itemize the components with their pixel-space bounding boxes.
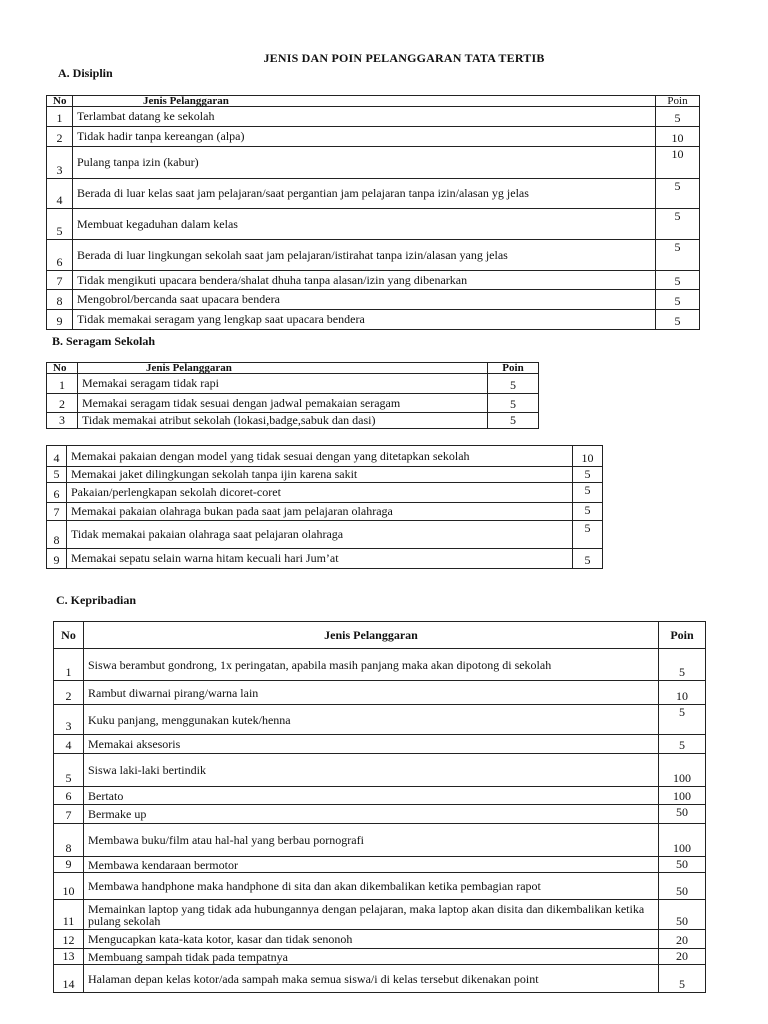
table-seragam-2 [46, 445, 603, 569]
table-disiplin [46, 95, 700, 330]
row-number: 8 [47, 521, 67, 549]
violation-name: Membuang sampah tidak pada tempatnya [84, 949, 659, 965]
violation-points: 5 [573, 483, 603, 503]
table-row [47, 483, 603, 503]
violation-points: 5 [488, 374, 539, 394]
table-row [54, 965, 706, 993]
header-poin: Poin [656, 96, 700, 107]
row-number: 11 [54, 900, 84, 930]
header-no: No [47, 363, 78, 374]
row-number: 1 [47, 374, 78, 394]
violation-points: 5 [659, 735, 706, 754]
violation-name: Membawa buku/film atau hal-hal yang berbau pornografi [84, 824, 659, 857]
violation-name: Pulang tanpa izin (kabur) [73, 147, 656, 179]
table-row [47, 127, 700, 147]
violation-name: Memakai jaket dilingkungan sekolah tanpa ijin karena sakit [67, 467, 573, 483]
violation-name: Halaman depan kelas kotor/ada sampah maka semua siswa/i di kelas tersebut dikenakan point [84, 965, 659, 993]
table-row [54, 681, 706, 705]
violation-points: 5 [656, 271, 700, 290]
row-number: 2 [47, 394, 78, 413]
violation-name: Berada di luar kelas saat jam pelajaran/saat pergantian jam pelajaran tanpa izin/alasan yg jelas [73, 179, 656, 209]
row-number: 7 [47, 503, 67, 521]
row-number: 6 [54, 787, 84, 805]
table-row [47, 209, 700, 240]
table-row [54, 754, 706, 787]
violation-points: 100 [659, 787, 706, 805]
violation-points: 20 [659, 949, 706, 965]
header-poin: Poin [659, 622, 706, 649]
violation-name: Memakai seragam tidak rapi [78, 374, 488, 394]
table-row [47, 394, 539, 413]
violation-points: 50 [659, 805, 706, 824]
section-a-heading: A. Disiplin [58, 66, 113, 80]
violation-name: Membawa kendaraan bermotor [84, 857, 659, 873]
violation-points: 50 [659, 857, 706, 873]
row-number: 13 [54, 949, 84, 965]
row-number: 5 [47, 209, 73, 240]
violation-points: 5 [656, 310, 700, 330]
row-number: 8 [54, 824, 84, 857]
table-row [47, 467, 603, 483]
row-number: 7 [54, 805, 84, 824]
violation-name: Tidak memakai atribut sekolah (lokasi,badge,sabuk dan dasi) [78, 413, 488, 429]
violation-name: Memakai aksesoris [84, 735, 659, 754]
violation-points: 10 [656, 147, 700, 179]
table-row [54, 930, 706, 949]
violation-name: Kuku panjang, menggunakan kutek/henna [84, 705, 659, 735]
violation-points: 5 [656, 179, 700, 209]
table-row [47, 549, 603, 569]
violation-points: 5 [656, 290, 700, 310]
row-number: 9 [54, 857, 84, 873]
violation-name: Tidak memakai seragam yang lengkap saat upacara bendera [73, 310, 656, 330]
violation-points: 5 [573, 503, 603, 521]
violation-name: Bermake up [84, 805, 659, 824]
violation-name: Tidak memakai pakaian olahraga saat pelajaran olahraga [67, 521, 573, 549]
table-row [54, 900, 706, 930]
table-row [47, 147, 700, 179]
row-number: 3 [47, 147, 73, 179]
violation-name: Memakai sepatu selain warna hitam kecuali hari Jum’at [67, 549, 573, 569]
document-title: JENIS DAN POIN PELANGGARAN TATA TERTIB [263, 51, 545, 65]
table-header-row [47, 96, 700, 107]
violation-name: Mengucapkan kata-kata kotor, kasar dan tidak senonoh [84, 930, 659, 949]
row-number: 4 [47, 179, 73, 209]
table-row [54, 873, 706, 900]
violation-name: Rambut diwarnai pirang/warna lain [84, 681, 659, 705]
table-row [54, 824, 706, 857]
table-row [47, 271, 700, 290]
row-number: 9 [47, 549, 67, 569]
violation-name: Membawa handphone maka handphone di sita dan akan dikembalikan ketika pembagian rapot [84, 873, 659, 900]
violation-name: Terlambat datang ke sekolah [73, 107, 656, 127]
table-row [54, 857, 706, 873]
violation-points: 50 [659, 900, 706, 930]
violation-name: Memakai pakaian olahraga bukan pada saat jam pelajaran olahraga [67, 503, 573, 521]
table-kepribadian [53, 621, 706, 993]
table-row [47, 503, 603, 521]
table-row [54, 787, 706, 805]
violation-name: Siswa laki-laki bertindik [84, 754, 659, 787]
table-row [47, 240, 700, 271]
violation-name: Mengobrol/bercanda saat upacara bendera [73, 290, 656, 310]
violation-points: 10 [573, 446, 603, 467]
row-number: 12 [54, 930, 84, 949]
table-header-row [54, 622, 706, 649]
violation-name: Siswa berambut gondrong, 1x peringatan, apabila masih panjang maka akan dipotong di sekolah [84, 649, 659, 681]
table-row [54, 805, 706, 824]
row-number: 5 [47, 467, 67, 483]
violation-points: 5 [656, 240, 700, 271]
violation-points: 10 [659, 681, 706, 705]
violation-name: Memakai pakaian dengan model yang tidak sesuai dengan yang ditetapkan sekolah [67, 446, 573, 467]
violation-name: Tidak hadir tanpa kereangan (alpa) [73, 127, 656, 147]
row-number: 3 [54, 705, 84, 735]
table-row [47, 374, 539, 394]
violation-points: 5 [656, 209, 700, 240]
violation-points: 5 [656, 107, 700, 127]
violation-points: 50 [659, 873, 706, 900]
violation-points: 100 [659, 824, 706, 857]
row-number: 14 [54, 965, 84, 993]
violation-name: Bertato [84, 787, 659, 805]
violation-name: Berada di luar lingkungan sekolah saat jam pelajaran/istirahat tanpa izin/alasan yang jelas [73, 240, 656, 271]
row-number: 4 [47, 446, 67, 467]
table-row [47, 179, 700, 209]
row-number: 1 [54, 649, 84, 681]
row-number: 1 [47, 107, 73, 127]
violation-points: 5 [659, 705, 706, 735]
header-no: No [47, 96, 73, 107]
table-row [54, 649, 706, 681]
table-row [47, 310, 700, 330]
header-no: No [54, 622, 84, 649]
row-number: 5 [54, 754, 84, 787]
header-poin: Poin [488, 363, 539, 374]
row-number: 6 [47, 240, 73, 271]
row-number: 2 [54, 681, 84, 705]
violation-points: 100 [659, 754, 706, 787]
violation-name: Memainkan laptop yang tidak ada hubungannya dengan pelajaran, maka laptop akan disita dan dikembalikan ketika pulang sekolah [84, 900, 659, 930]
row-number: 10 [54, 873, 84, 900]
violation-points: 5 [659, 965, 706, 993]
violation-points: 5 [488, 413, 539, 429]
row-number: 2 [47, 127, 73, 147]
violation-points: 5 [659, 649, 706, 681]
row-number: 6 [47, 483, 67, 503]
row-number: 9 [47, 310, 73, 330]
table-row [54, 949, 706, 965]
table-row [54, 735, 706, 754]
table-row [47, 413, 539, 429]
row-number: 8 [47, 290, 73, 310]
row-number: 4 [54, 735, 84, 754]
violation-name: Tidak mengikuti upacara bendera/shalat dhuha tanpa alasan/izin yang dibenarkan [73, 271, 656, 290]
section-c-heading: C. Kepribadian [56, 593, 137, 607]
row-number: 7 [47, 271, 73, 290]
table-row [47, 521, 603, 549]
table-row [47, 107, 700, 127]
violation-points: 5 [573, 549, 603, 569]
table-row [47, 446, 603, 467]
table-header-row [47, 363, 539, 374]
table-row [47, 290, 700, 310]
violation-name: Pakaian/perlengkapan sekolah dicoret-coret [67, 483, 573, 503]
violation-points: 20 [659, 930, 706, 949]
table-row [54, 705, 706, 735]
table-seragam-1 [46, 362, 539, 429]
violation-name: Memakai seragam tidak sesuai dengan jadwal pemakaian seragam [78, 394, 488, 413]
violation-points: 10 [656, 127, 700, 147]
row-number: 3 [47, 413, 78, 429]
header-jenis: Jenis Pelanggaran [84, 622, 659, 649]
violation-points: 5 [488, 394, 539, 413]
violation-name: Membuat kegaduhan dalam kelas [73, 209, 656, 240]
section-b-heading: B. Seragam Sekolah [52, 334, 156, 348]
header-jenis: Jenis Pelanggaran [78, 363, 488, 374]
violation-points: 5 [573, 521, 603, 549]
violation-points: 5 [573, 467, 603, 483]
header-jenis: Jenis Pelanggaran [73, 96, 656, 107]
